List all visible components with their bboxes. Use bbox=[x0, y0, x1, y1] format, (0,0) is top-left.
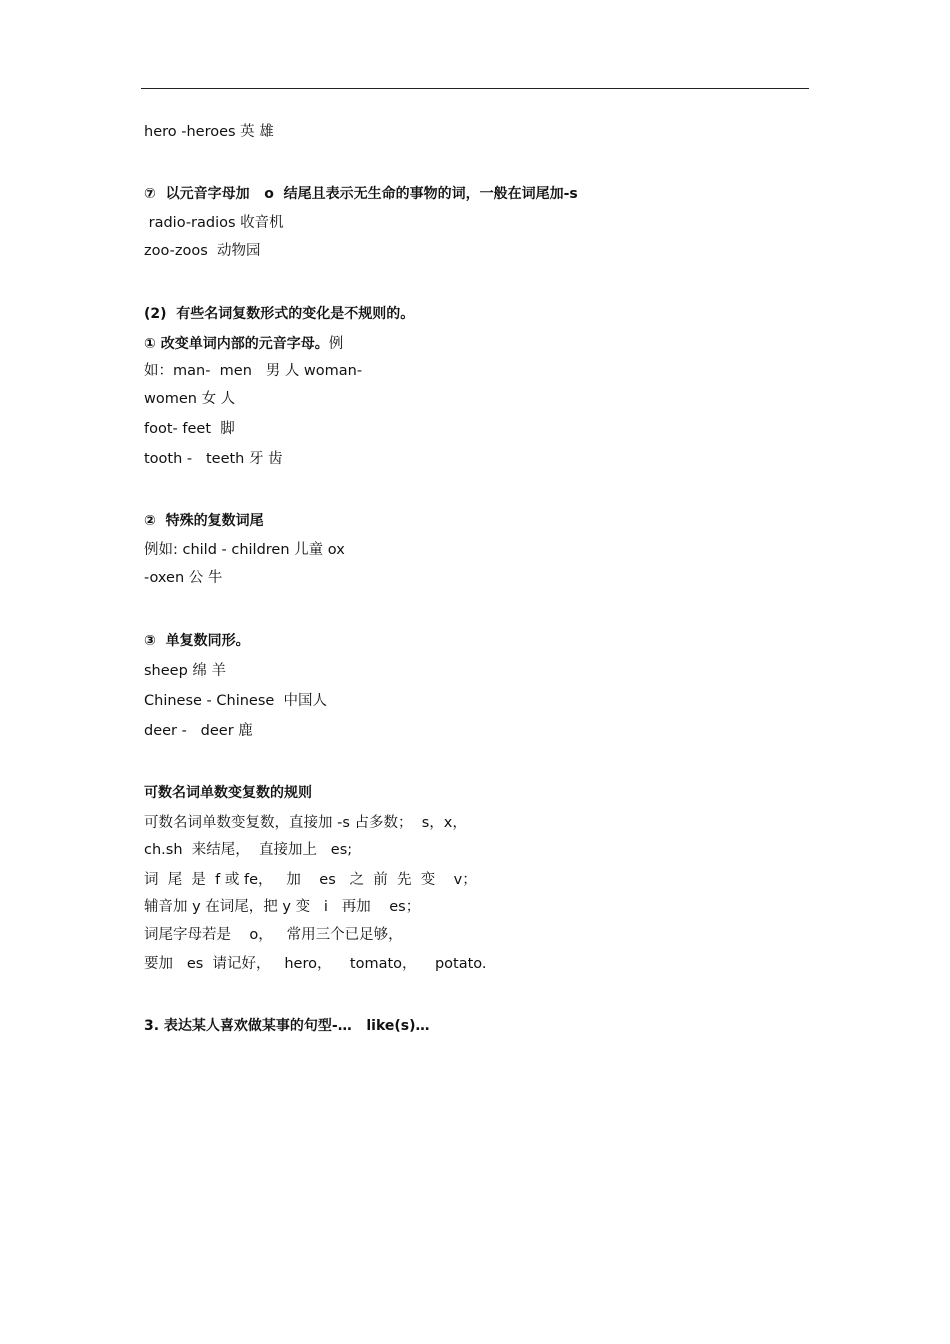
subheading-line bbox=[144, 334, 343, 354]
text-line: tooth - teeth 牙 齿 bbox=[144, 451, 283, 467]
text-line: hero -heroes 英 雄 bbox=[144, 124, 274, 140]
subheading-tail: 例 bbox=[328, 336, 344, 352]
section-heading: ③ 单复数同形。 bbox=[144, 633, 250, 649]
text-line: ch.sh 来结尾， 直接加上 es; bbox=[144, 842, 353, 858]
section-heading: 可数名词单数变复数的规则 bbox=[144, 785, 312, 801]
text-line: deer - deer 鹿 bbox=[144, 723, 253, 739]
section-heading: 3. 表达某人喜欢做某事的句型-… like(s)… bbox=[144, 1018, 430, 1034]
text-line: 可数名词单数变复数，直接加 -s 占多数； s，x， bbox=[144, 815, 467, 831]
text-line: radio-radios 收音机 bbox=[144, 215, 284, 231]
subheading-bold: ① 改变单词内部的元音字母。 bbox=[144, 336, 329, 352]
text-line: 如：man- men 男 人 woman- bbox=[144, 363, 363, 379]
section-heading: ② 特殊的复数词尾 bbox=[144, 513, 264, 529]
text-line: 词尾字母若是 o， 常用三个已足够， bbox=[144, 927, 403, 943]
text-line: zoo-zoos 动物园 bbox=[144, 243, 261, 259]
text-line: 辅音加 y 在词尾，把 y 变 i 再加 es； bbox=[144, 899, 421, 915]
text-line: Chinese - Chinese 中国人 bbox=[144, 693, 328, 709]
text-line: 要加 es 请记好， hero， tomato， potato. bbox=[144, 956, 487, 972]
header-rule bbox=[141, 88, 809, 89]
text-line: women 女 人 bbox=[144, 391, 236, 407]
text-line: -oxen 公 牛 bbox=[144, 570, 223, 586]
text-line: 例如: child - children 儿童 ox bbox=[144, 542, 345, 558]
text-line: foot- feet 脚 bbox=[144, 421, 235, 437]
text-line: sheep 绵 羊 bbox=[144, 663, 227, 679]
text-line: 词 尾 是 f 或 fe， 加 es 之 前 先 变 v； bbox=[144, 872, 477, 888]
section-heading: (2) 有些名词复数形式的变化是不规则的。 bbox=[144, 306, 415, 322]
section-heading: ⑦ 以元音字母加 o 结尾且表示无生命的事物的词，一般在词尾加-s bbox=[144, 186, 578, 202]
